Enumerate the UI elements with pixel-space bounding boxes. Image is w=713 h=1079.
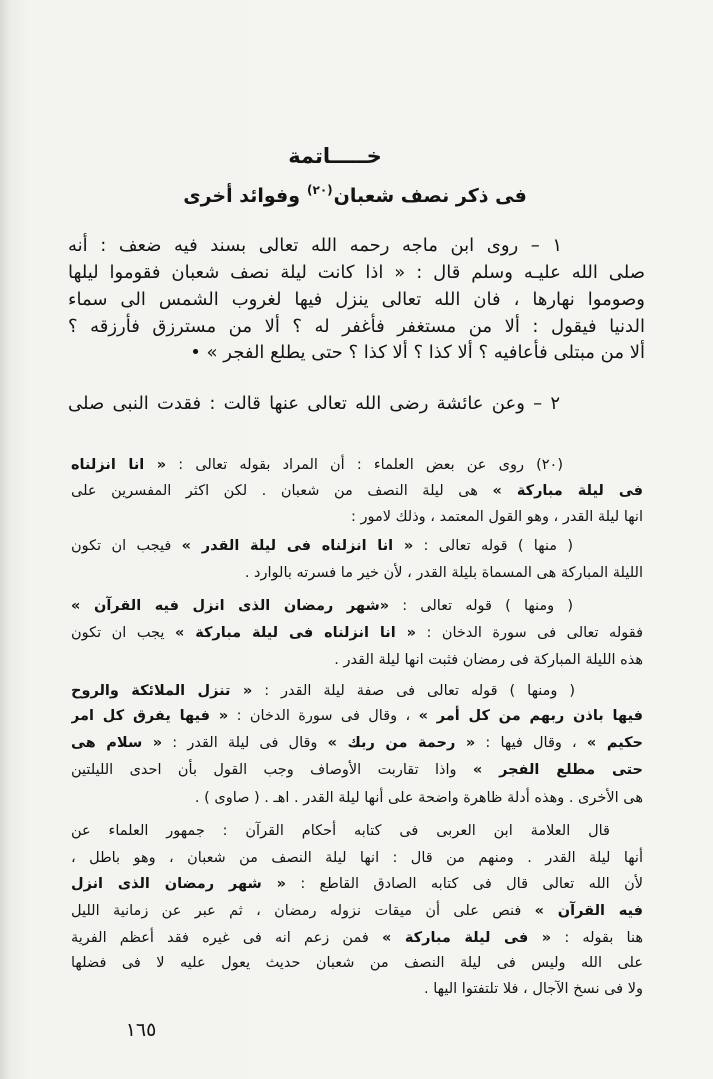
- footnote-line: [71, 758, 643, 782]
- footnote-line: [71, 731, 643, 755]
- footnote-line: [71, 561, 643, 585]
- main-text-line: صلى الله عليـه وسلم قال : « اذا كانت ليلة نصف شعبان فقوموا ليلها: [68, 262, 645, 283]
- quoted-verse-text: « انا انزلناه فى ليلة القدر »: [181, 538, 414, 554]
- main-text-line: ١ – روى ابن ماجه رحمه الله تعالى بسند فيه ضعف : أنه: [68, 235, 562, 256]
- footnote-text: ( ومنها ) قوله تعالى فى صفة ليلة القدر :: [252, 683, 576, 699]
- quoted-verse-text: «شهر رمضان الذى انزل فيه القرآن »: [71, 598, 390, 614]
- quoted-verse-text: « سلام هى: [71, 735, 163, 751]
- subtitle-rest-text: وفوائد أخرى: [183, 185, 301, 207]
- footnote-line: [71, 679, 643, 703]
- footnote-text: هذه الليلة المباركة فى رمضان فثبت انها ليلة القدر .: [334, 652, 643, 668]
- footnote-text: ولا فى نسخ الآجال ، فلا تلتفتوا اليها .: [424, 981, 643, 997]
- footnote-line: [71, 899, 643, 923]
- footnote-text: فقوله تعالى فى سورة الدخان :: [416, 625, 643, 641]
- quoted-verse-text: « انا انزلناه: [71, 457, 167, 473]
- footnote-line: [71, 621, 643, 645]
- footnote-text: ( ومنها ) قوله تعالى :: [389, 598, 573, 614]
- quoted-verse-text: « رحمة من ربك »: [327, 735, 476, 751]
- footnote-text: هنا بقوله :: [551, 930, 643, 946]
- footnote-text: ، وقال فى سورة الدخان :: [228, 708, 419, 724]
- quoted-verse-text: « فى ليلة مباركة »: [381, 930, 552, 946]
- quoted-verse-text: فيه القرآن »: [534, 903, 643, 919]
- footnote-line: [71, 704, 643, 728]
- footnote-line: [71, 926, 643, 950]
- quoted-verse-text: فى ليلة مباركة »: [492, 483, 643, 499]
- quoted-verse-text: حتى مطلع الفجر »: [472, 762, 643, 778]
- main-text-line: ألا من مبتلى فأعافيه ؟ ألا كذا ؟ ألا كذا ؟ حتى يطلع الفجر » •: [190, 342, 645, 363]
- footnote-text: وقال فى ليلة القدر :: [162, 735, 328, 751]
- footnote-line: [71, 872, 643, 896]
- footnote-text: فنص على أن ميقات نزوله رمضان ، ثم عبر عن زمانية الليل: [71, 903, 535, 919]
- footnote-line: [71, 819, 643, 843]
- main-text-line: الدنيا فيقول : ألا من مستغفر فأغفر له ؟ ألا من مسترزق فأرزقه ؟: [68, 316, 645, 337]
- quoted-verse-text: حكيم »: [586, 735, 643, 751]
- footnote-reference-marker: (٢٠): [307, 183, 333, 197]
- footnote-line: [71, 479, 643, 503]
- chapter-title: خـــــاتمة: [288, 144, 382, 168]
- footnote-text: فيجب ان تكون: [71, 538, 182, 554]
- main-text-line: وصوموا نهارها ، فان الله تعالى ينزل فيها لغروب الشمس الى سماء: [68, 289, 645, 310]
- footnote-text: ( منها ) قوله تعالى :: [413, 538, 573, 554]
- footnote-line: [71, 453, 643, 477]
- quoted-verse-text: « فيها يفرق كل امر: [71, 708, 229, 724]
- footnote-text: لأن الله تعالى قال فى كتابه الصادق القاطع :: [285, 876, 643, 892]
- footnote-text: على الله وليس فى ليلة النصف من شعبان حديث يعول عليه لا فى فضلها: [71, 955, 643, 971]
- main-text-line: ٢ – وعن عائشة رضى الله تعالى عنها قالت : فقدت النبى صلى: [68, 393, 560, 414]
- footnote-text: يجب ان تكون: [71, 625, 175, 641]
- footnote-line: [71, 951, 643, 975]
- footnote-text: انها ليلة القدر ، وهو القول المعتمد ، وذلك لامور :: [350, 509, 643, 525]
- footnote-text: ، وقال فيها :: [475, 735, 587, 751]
- footnote-line: [71, 648, 643, 672]
- footnote-text: الليلة المباركة هى المسماة بليلة القدر ، لأن خير ما فسرته بالوارد .: [244, 565, 643, 581]
- footnote-line: [71, 977, 643, 1001]
- subtitle-main-text: فى ذكر نصف شعبان: [333, 185, 527, 207]
- footnote-line: [71, 505, 643, 529]
- footnote-text: أنها ليلة القدر . ومنهم من قال : انها ليلة النصف من شعبان ، وهو باطل ،: [71, 850, 643, 866]
- quoted-verse-text: « شهر رمضان الذى انزل: [71, 876, 286, 892]
- chapter-subtitle: [0, 181, 710, 213]
- quoted-verse-text: فيها باذن ربهم من كل أمر »: [418, 708, 643, 724]
- page-number: ١٦٥: [125, 1019, 157, 1041]
- footnote-line: [71, 786, 643, 810]
- footnote-line: [71, 534, 643, 558]
- footnote-line: [71, 594, 643, 618]
- footnote-text: هى الأخرى . وهذه أدلة ظاهرة واضحة على أنها ليلة القدر . اهـ . ( صاوى ) .: [194, 790, 643, 806]
- footnote-text: قال العلامة ابن العربى فى كتابه أحكام القرآن : جمهور العلماء عن: [71, 823, 610, 839]
- footnote-text: (٢٠) روى عن بعض العلماء : أن المراد بقوله تعالى :: [166, 457, 563, 473]
- footnote-text: فمن زعم انه فى غيره فقد أعظم الفرية: [71, 930, 382, 946]
- footnote-text: هى ليلة النصف من شعبان . لكن اكثر المفسرين على: [71, 483, 493, 499]
- footnote-text: واذا تقاربت الأوصاف وجب القول بأن احدى الليلتين: [71, 762, 473, 778]
- quoted-verse-text: « انا انزلناه فى ليلة مباركة »: [174, 625, 416, 641]
- footnote-line: [71, 846, 643, 870]
- quoted-verse-text: « تنزل الملائكة والروح: [71, 683, 253, 699]
